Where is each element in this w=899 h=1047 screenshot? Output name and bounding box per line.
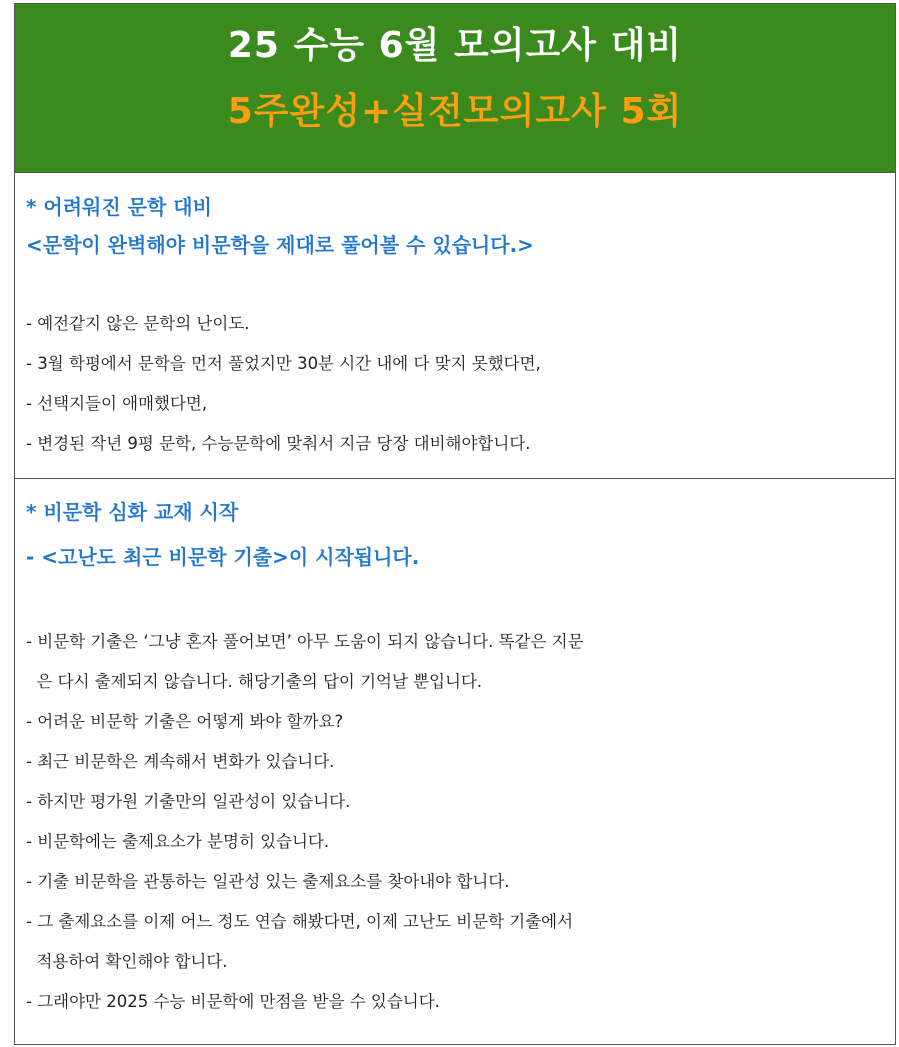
- list-item: 은 다시 출제되지 않습니다. 해당기출의 답이 기억날 뿐입니다.: [26, 672, 483, 691]
- list-item: - 선택지들이 애매했다면,: [26, 394, 208, 413]
- literature-list: [26, 304, 885, 464]
- literature-section: [15, 173, 895, 479]
- literature-heading: * 어려워진 문학 대비: [26, 195, 212, 219]
- list-item: - 기출 비문학을 관통하는 일관성 있는 출제요소를 찾아내야 합니다.: [26, 872, 510, 891]
- list-item: 적용하여 확인해야 합니다.: [26, 952, 228, 971]
- list-item: - 최근 비문학은 계속해서 변화가 있습니다.: [26, 752, 335, 771]
- list-item: - 3월 학평에서 문학을 먼저 풀었지만 30분 시간 내에 다 맞지 못했다면,: [26, 354, 541, 373]
- promo-card: [14, 3, 896, 1045]
- nonliterature-heading: * 비문학 심화 교재 시작: [26, 500, 239, 524]
- list-item: - 비문학에는 출제요소가 분명히 있습니다.: [26, 832, 330, 851]
- header-banner: [15, 4, 895, 173]
- list-item: - 예전같지 않은 문학의 난이도.: [26, 314, 250, 333]
- nonliterature-section: [15, 479, 895, 1022]
- header-subtitle: 5주완성+실전모의고사 5회: [227, 91, 683, 132]
- nonliterature-subheading: - <고난도 최근 비문학 기출>이 시작됩니다.: [26, 545, 420, 569]
- literature-subheading: <문학이 완벽해야 비문학을 제대로 풀어볼 수 있습니다.>: [26, 233, 534, 257]
- list-item: - 비문학 기출은 ‘그냥 혼자 풀어보면’ 아무 도움이 되지 않습니다. 똑같은 지문: [26, 632, 584, 651]
- list-item: - 변경된 작년 9평 문학, 수능문학에 맞춰서 지금 당장 대비해야합니다.: [26, 434, 531, 453]
- nonliterature-list: [26, 622, 885, 1022]
- list-item: - 어려운 비문학 기출은 어떻게 봐야 할까요?: [26, 712, 344, 731]
- list-item: - 그래야만 2025 수능 비문학에 만점을 받을 수 있습니다.: [26, 992, 440, 1011]
- list-item: - 그 출제요소를 이제 어느 정도 연습 해봤다면, 이제 고난도 비문학 기출에서: [26, 912, 574, 931]
- list-item: - 하지만 평가원 기출만의 일관성이 있습니다.: [26, 792, 351, 811]
- header-title: 25 수능 6월 모의고사 대비: [227, 25, 683, 66]
